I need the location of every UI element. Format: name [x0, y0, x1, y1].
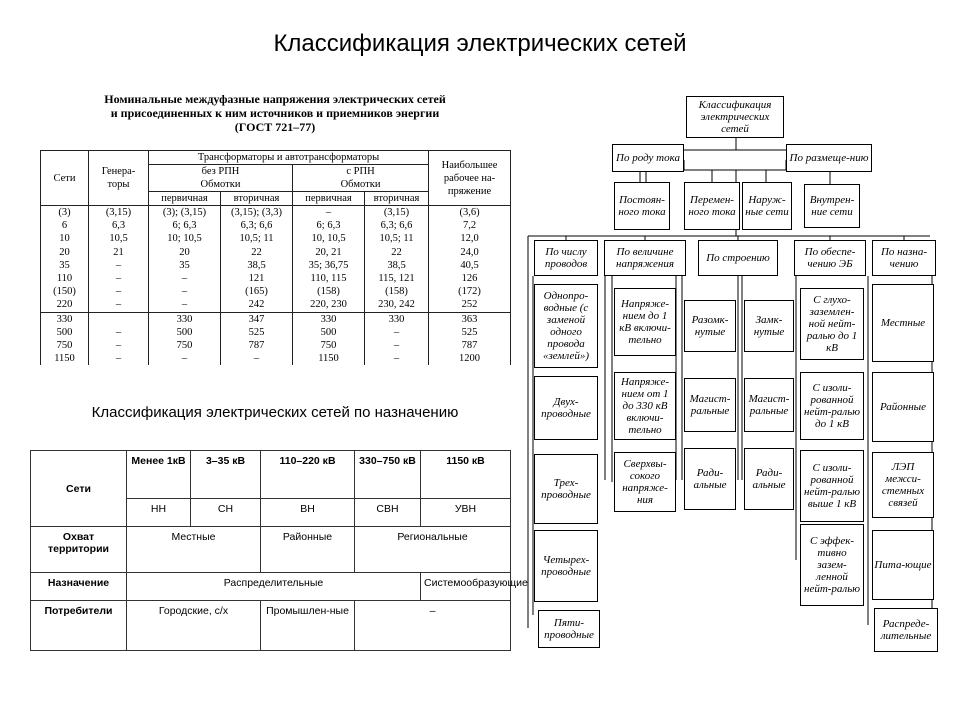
class-nn: НН: [127, 499, 191, 527]
diagram-radial-open: Ради-альные: [684, 448, 736, 510]
table-cell: 35: [41, 259, 89, 272]
table-cell: 525: [429, 326, 511, 339]
table-cell: –: [365, 326, 429, 339]
table-cell: 330: [41, 312, 89, 326]
consumers-none: –: [355, 601, 511, 651]
table-cell: 330: [365, 312, 429, 326]
header-transformers: Трансформаторы и автотрансформаторы: [149, 151, 429, 165]
row-label-purpose: Назначение: [31, 573, 127, 601]
diagram-by-voltage: По величине напряжения: [604, 240, 686, 276]
table-cell: 110: [41, 272, 89, 285]
table-cell: –: [89, 339, 149, 352]
table-cell: (158): [365, 285, 429, 298]
coverage-district: Районные: [261, 527, 355, 573]
caption-line: (ГОСТ 721–77): [234, 120, 316, 134]
page-title: Классификация электрических сетей: [273, 30, 687, 57]
header-primary: первичная: [293, 192, 365, 206]
class-svn: СВН: [355, 499, 421, 527]
table-cell: 10,5; 11: [221, 232, 293, 245]
consumers-industrial: Промышлен-ные: [261, 601, 355, 651]
table-cell: 121: [221, 272, 293, 285]
diagram-two-wire: Двух-проводные: [534, 376, 598, 440]
table-cell: 6,3; 6,6: [365, 219, 429, 232]
table-cell: 750: [41, 339, 89, 352]
header-secondary: вторичная: [365, 192, 429, 206]
header-110-220kv: 110–220 кВ: [261, 451, 355, 499]
class-uvn: УВН: [421, 499, 511, 527]
header-1150kv: 1150 кВ: [421, 451, 511, 499]
diagram-three-wire: Трех-проводные: [534, 454, 598, 524]
table-cell: (165): [221, 285, 293, 298]
table-cell: 20, 21: [293, 246, 365, 259]
table-cell: 500: [41, 326, 89, 339]
class-sn: СН: [191, 499, 261, 527]
table-cell: 22: [365, 246, 429, 259]
diagram-isolated-neutral-up-to-1kv: С изоли-рованной нейт-ралью до 1 кВ: [800, 372, 864, 440]
header-less-1kv: Менее 1кВ: [127, 451, 191, 499]
table-cell: 6: [41, 219, 89, 232]
purpose-distribution: Распределительные: [127, 573, 421, 601]
diagram-solidly-grounded-neutral: С глухо-заземлен-ной нейт-ралью до 1 кВ: [800, 288, 864, 360]
diagram-by-neutral: По обеспе-чению ЭБ: [794, 240, 866, 276]
table-cell: 7,2: [429, 219, 511, 232]
table-cell: 20: [149, 246, 221, 259]
diagram-by-structure: По строению: [698, 240, 778, 276]
header-primary: первичная: [149, 192, 221, 206]
table-cell: 750: [293, 339, 365, 352]
header-network: Сети: [41, 151, 89, 206]
diagram-indoor: Внутрен-ние сети: [804, 184, 860, 228]
header-generators: Генера- торы: [89, 151, 149, 206]
table-cell: 6,3: [89, 219, 149, 232]
table-cell: 787: [221, 339, 293, 352]
diagram-purpose-local: Местные: [872, 284, 934, 362]
diagram-four-wire: Четырех-проводные: [534, 530, 598, 602]
table-cell: –: [149, 285, 221, 298]
diagram-isolated-neutral-above-1kv: С изоли-рованной нейт-ралью выше 1 кВ: [800, 450, 864, 522]
table-cell: 230, 242: [365, 298, 429, 312]
table-cell: 330: [149, 312, 221, 326]
table-cell: –: [221, 352, 293, 365]
diagram-root: Классификация электрических сетей: [686, 96, 784, 138]
table-cell: 347: [221, 312, 293, 326]
table-cell: 787: [429, 339, 511, 352]
header-with-rpn: с РПН Обмотки: [293, 165, 429, 192]
table-cell: –: [89, 352, 149, 365]
table-cell: –: [89, 272, 149, 285]
table-cell: 12,0: [429, 232, 511, 245]
diagram-purpose-distribution: Распреде-лительные: [874, 608, 938, 652]
table-cell: –: [293, 206, 365, 220]
table-cell: 252: [429, 298, 511, 312]
table-cell: –: [149, 298, 221, 312]
table-cell: –: [89, 259, 149, 272]
table-cell: 1150: [293, 352, 365, 365]
table-cell: 20: [41, 246, 89, 259]
diagram-radial-closed: Ради-альные: [744, 448, 794, 510]
table-cell: 6,3; 6,6: [221, 219, 293, 232]
diagram-voltage-up-to-1kv: Напряже-нием до 1 кВ включи-тельно: [614, 288, 676, 356]
diagram-single-wire: Однопро-водные (с заменой одного провода «землей»): [534, 284, 598, 368]
diagram-dc: Постоян-ного тока: [614, 182, 670, 230]
diagram-open: Разомк-нутые: [684, 300, 736, 352]
table-cell: 525: [221, 326, 293, 339]
table-cell: 40,5: [429, 259, 511, 272]
diagram-closed: Замк-нутые: [744, 300, 794, 352]
table-cell: 38,5: [365, 259, 429, 272]
table-cell: 220, 230: [293, 298, 365, 312]
table-cell: –: [89, 298, 149, 312]
table-cell: 115, 121: [365, 272, 429, 285]
table-cell: 220: [41, 298, 89, 312]
diagram-purpose-intersystem-lines: ЛЭП межси-стемных связей: [872, 452, 934, 518]
table-cell: (3): [41, 206, 89, 220]
table-cell: (3,15); (3,3): [221, 206, 293, 220]
row-label-coverage: Охват территории: [31, 527, 127, 573]
table-cell: 10; 10,5: [149, 232, 221, 245]
diagram-purpose-district: Районные: [872, 372, 934, 442]
table-cell: 22: [221, 246, 293, 259]
table-cell: 10,5; 11: [365, 232, 429, 245]
table-cell: 10, 10,5: [293, 232, 365, 245]
diagram-ultra-high-voltage: Сверхвы-сокого напряже-ния: [614, 452, 676, 512]
header-network: Сети: [31, 451, 127, 527]
diagram-effectively-grounded-neutral: С эффек-тивно зазем-ленной нейт-ралью: [800, 524, 864, 606]
table-cell: (3,15): [89, 206, 149, 220]
table-cell: 1200: [429, 352, 511, 365]
class-vn: ВН: [261, 499, 355, 527]
table-cell: 24,0: [429, 246, 511, 259]
diagram-ac: Перемен-ного тока: [684, 182, 740, 230]
diagram-outdoor: Наруж-ные сети: [742, 182, 792, 230]
table-cell: 21: [89, 246, 149, 259]
header-3-35kv: 3–35 кВ: [191, 451, 261, 499]
table-cell: (158): [293, 285, 365, 298]
header-secondary: вторичная: [221, 192, 293, 206]
table-cell: 35; 36,75: [293, 259, 365, 272]
table-cell: –: [149, 352, 221, 365]
table-cell: –: [89, 285, 149, 298]
table-cell: –: [365, 352, 429, 365]
table-cell: –: [149, 272, 221, 285]
header-no-rpn: без РПН Обмотки: [149, 165, 293, 192]
caption-line: и присоединенных к ним источников и приемников энергии: [110, 106, 440, 120]
purpose-table-title: Классификация электрических сетей по назначению: [91, 404, 459, 421]
diagram-voltage-1-330kv: Напряже-нием от 1 до 330 кВ включи-тельно: [614, 372, 676, 440]
diagram-trunk-closed: Магист-ральные: [744, 378, 794, 432]
diagram-by-wires: По числу проводов: [534, 240, 598, 276]
purpose-system: Системообразующие: [421, 573, 511, 601]
diagram-five-wire: Пяти-проводные: [538, 610, 600, 648]
coverage-local: Местные: [127, 527, 261, 573]
diagram-by-current: По роду тока: [612, 144, 684, 172]
table-cell: 500: [149, 326, 221, 339]
table-cell: –: [365, 339, 429, 352]
table-cell: 38,5: [221, 259, 293, 272]
header-max-voltage: Наибольшее рабочее на- пряжение: [429, 151, 511, 206]
table-cell: 363: [429, 312, 511, 326]
table-cell: 500: [293, 326, 365, 339]
coverage-regional: Региональные: [355, 527, 511, 573]
table-cell: (172): [429, 285, 511, 298]
diagram-purpose-feeding: Пита-ющие: [872, 530, 934, 600]
row-label-consumers: Потребители: [31, 601, 127, 651]
diagram-trunk-open: Магист-ральные: [684, 378, 736, 432]
table-cell: –: [89, 326, 149, 339]
table-cell: 110, 115: [293, 272, 365, 285]
table-cell: (3,6): [429, 206, 511, 220]
table-cell: 750: [149, 339, 221, 352]
table-cell: 1150: [41, 352, 89, 365]
diagram-by-purpose: По назна-чению: [872, 240, 936, 276]
table-cell: 330: [293, 312, 365, 326]
caption-line: Номинальные междуфазные напряжения электрических сетей: [104, 92, 446, 106]
table-cell: (150): [41, 285, 89, 298]
diagram-by-location: По размеще-нию: [786, 144, 872, 172]
header-330-750kv: 330–750 кВ: [355, 451, 421, 499]
table-cell: 126: [429, 272, 511, 285]
table-cell: (3,15): [365, 206, 429, 220]
consumers-urban: Городские, с/х: [127, 601, 261, 651]
table-cell: 10,5: [89, 232, 149, 245]
table-cell: 10: [41, 232, 89, 245]
table-cell: 6; 6,3: [293, 219, 365, 232]
table-cell: 35: [149, 259, 221, 272]
table-cell: 242: [221, 298, 293, 312]
table-cell: 6; 6,3: [149, 219, 221, 232]
table-cell: (3); (3,15): [149, 206, 221, 220]
